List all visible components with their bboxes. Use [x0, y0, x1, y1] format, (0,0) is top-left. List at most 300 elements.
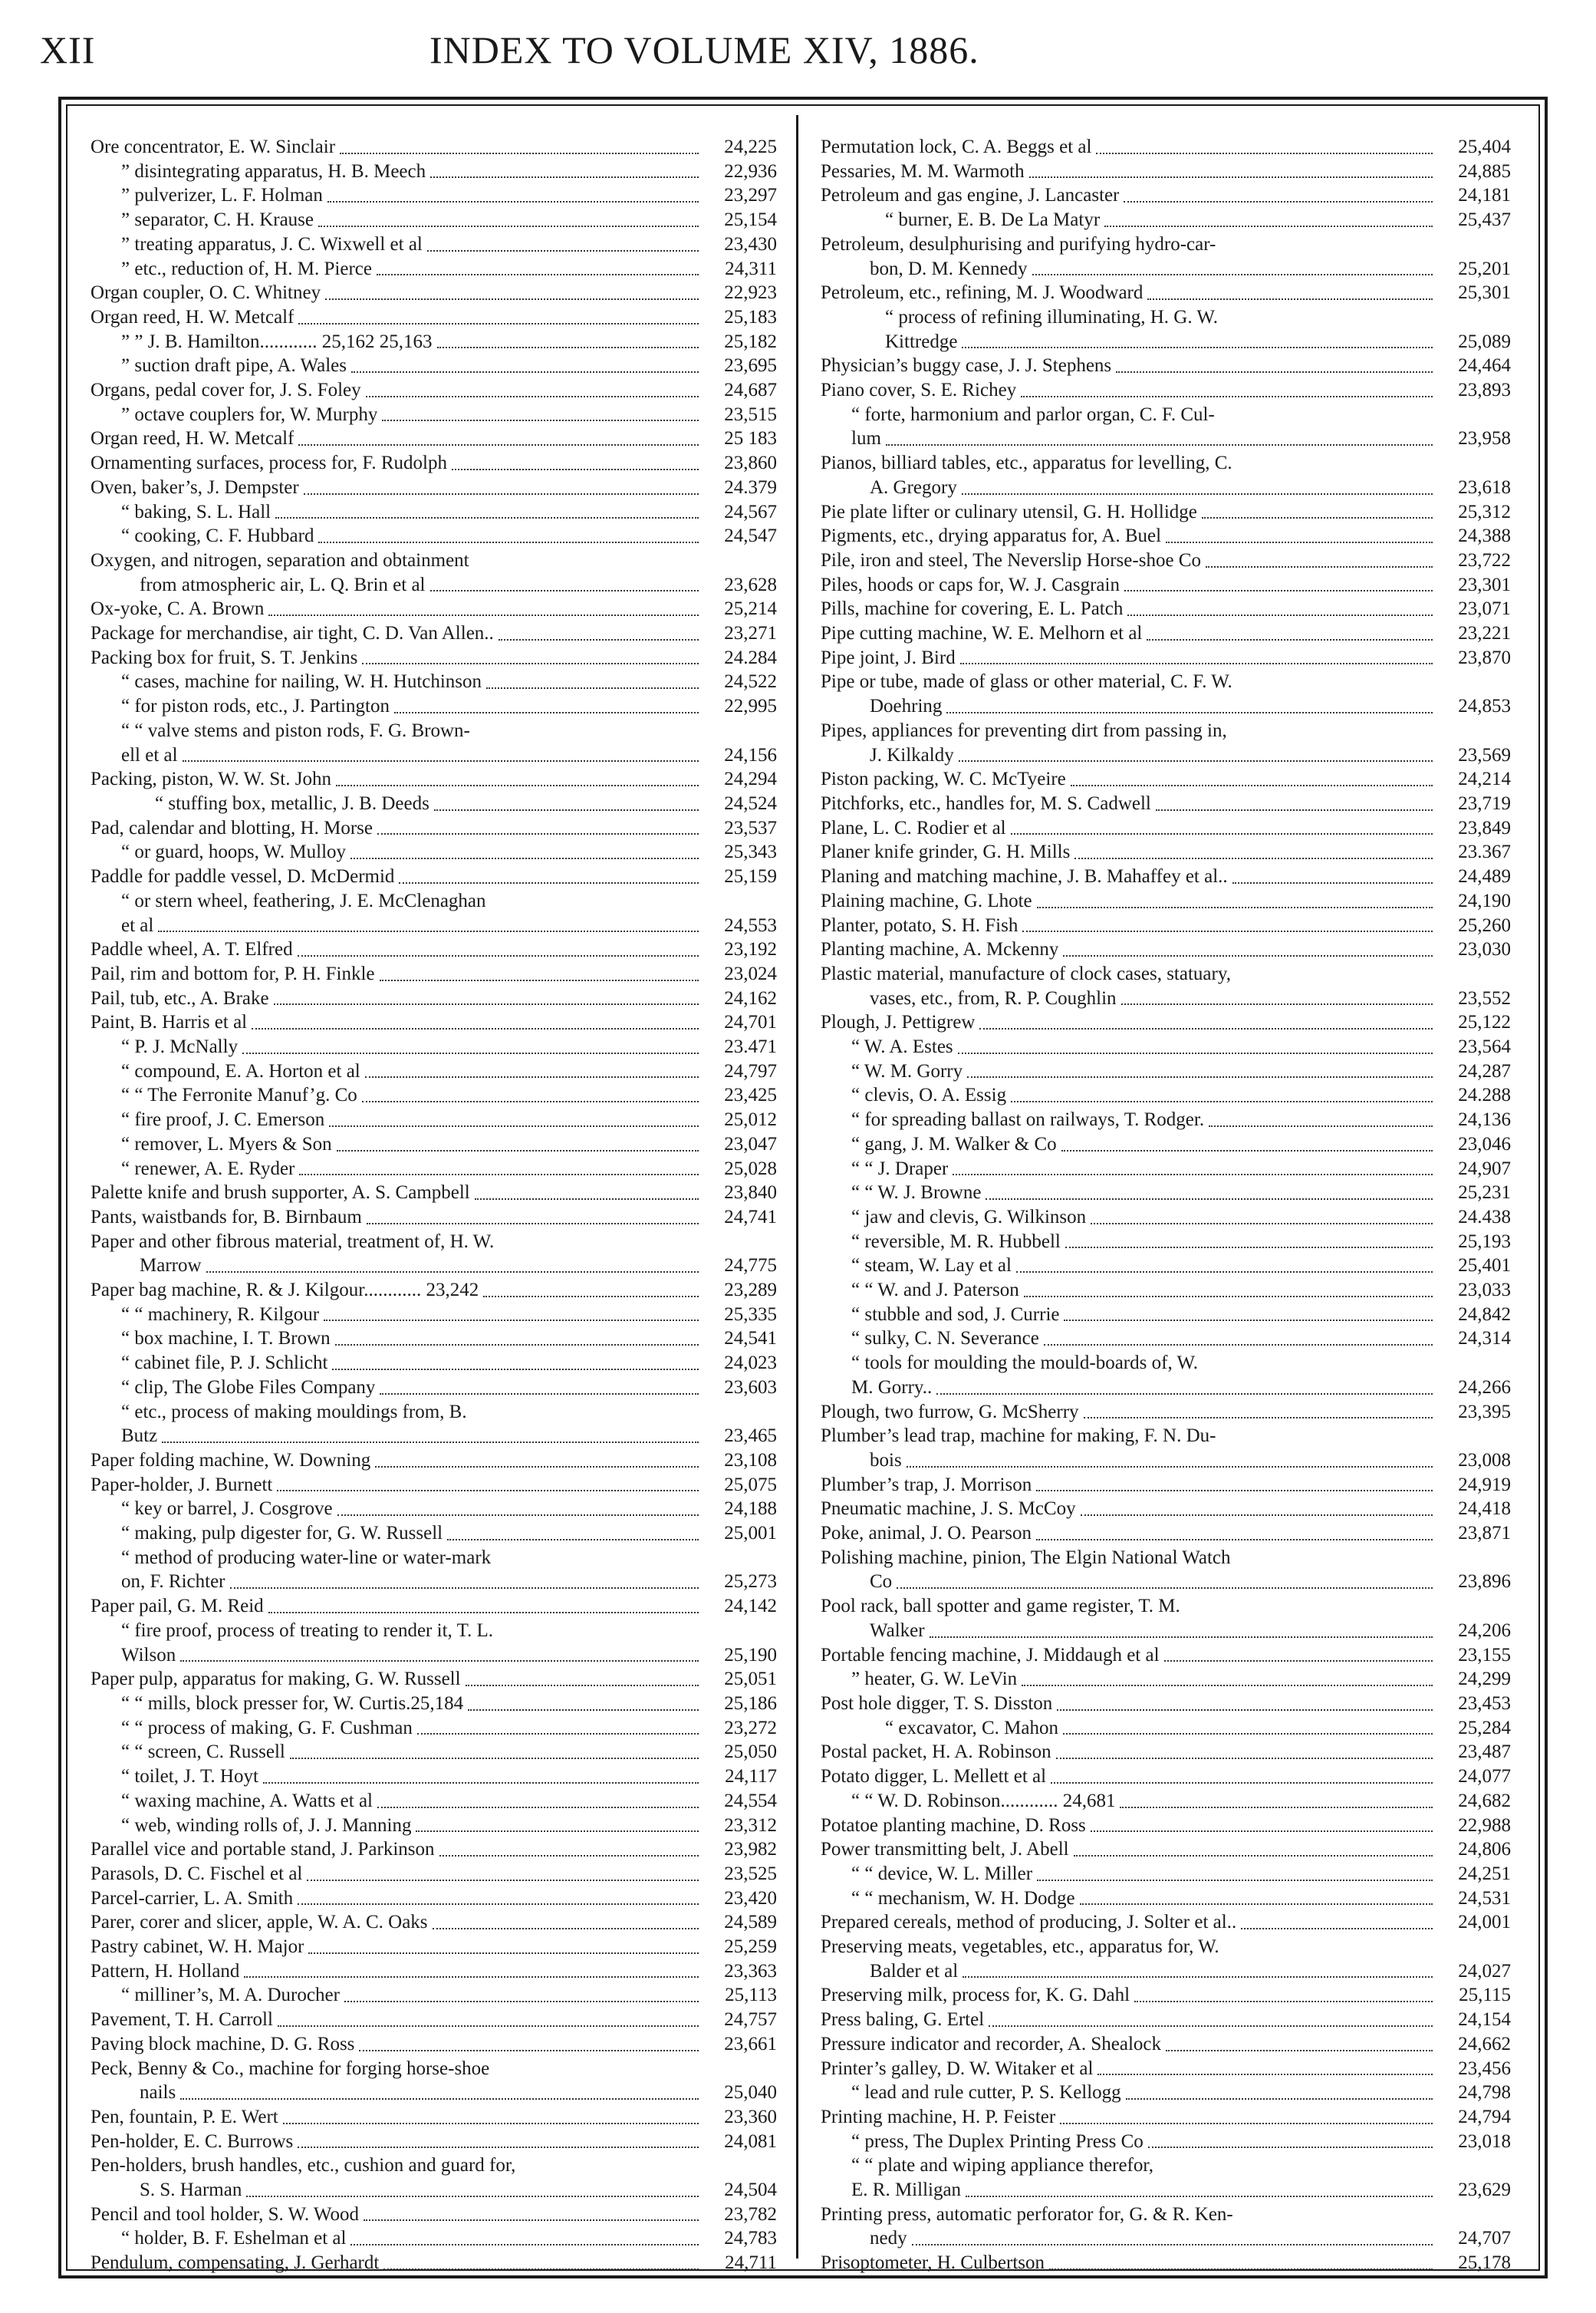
- entry-continuation: bon, D. M. Kennedy: [870, 258, 1028, 279]
- patent-number: 24,188: [724, 1498, 777, 1520]
- patent-number: 25,312: [1458, 501, 1511, 522]
- dot-leader: [329, 1125, 699, 1127]
- entry-text: Plumber’s trap, J. Morrison: [821, 1474, 1032, 1495]
- patent-number: 23,395: [1458, 1401, 1511, 1422]
- index-entry: [90, 1326, 777, 1351]
- patent-number: 25,437: [1458, 209, 1511, 231]
- entry-text: Parallel vice and portable stand, J. Parkinson: [90, 1839, 435, 1860]
- index-entry: [90, 1521, 777, 1546]
- dot-leader: [299, 1174, 699, 1175]
- entry-text: Plaining machine, G. Lhote: [821, 890, 1032, 911]
- entry-text: “ “ W. and J. Paterson: [851, 1280, 1019, 1301]
- entry-text: Paper and other fibrous material, treatment of, H. W.: [90, 1231, 495, 1252]
- entry-text: “ key or barrel, J. Cosgrove: [121, 1498, 333, 1520]
- index-entry: [821, 1157, 1511, 1181]
- index-entry: [90, 2153, 777, 2202]
- index-entry: [90, 1059, 777, 1084]
- dot-leader: [335, 1344, 699, 1346]
- index-entry: [821, 2032, 1511, 2057]
- index-entry: [821, 1010, 1511, 1035]
- dot-leader: [430, 176, 699, 178]
- entry-text: “ box machine, I. T. Brown: [121, 1328, 331, 1349]
- index-entry: [90, 305, 777, 330]
- entry-text: “ or stern wheel, feathering, J. E. McClenaghan: [121, 890, 486, 911]
- dot-leader: [886, 444, 1433, 446]
- dot-leader: [475, 1198, 699, 1200]
- patent-number: 23,840: [724, 1182, 777, 1204]
- entry-continuation: Wilson: [121, 1644, 176, 1666]
- dot-leader: [1206, 566, 1433, 568]
- patent-number: 25,028: [724, 1158, 777, 1179]
- entry-text: Poke, animal, J. O. Pearson: [821, 1523, 1032, 1544]
- entry-text: Preserving milk, process for, K. G. Dahl: [821, 1985, 1130, 2006]
- dot-leader: [1148, 2147, 1433, 2148]
- entry-continuation: Marrow: [140, 1255, 202, 1277]
- index-entry: [90, 1230, 777, 1278]
- index-entry: [821, 160, 1511, 184]
- index-entry: [90, 1814, 777, 1838]
- entry-text: Paddle wheel, A. T. Elfred: [90, 939, 293, 960]
- patent-number: 22,988: [1458, 1814, 1511, 1836]
- patent-number: 23,487: [1458, 1741, 1511, 1763]
- dot-leader: [468, 1709, 699, 1711]
- dot-leader: [1091, 1830, 1433, 1832]
- dot-leader: [1124, 201, 1433, 203]
- index-entry: [90, 2008, 777, 2032]
- patent-number: 24,662: [1458, 2033, 1511, 2054]
- index-entry: [90, 694, 777, 719]
- dot-leader: [318, 226, 699, 227]
- patent-number: 25,193: [1458, 1231, 1511, 1252]
- index-entry: [821, 1837, 1511, 1862]
- dot-leader: [1071, 785, 1433, 786]
- dot-leader: [364, 2219, 699, 2221]
- patent-number: 23,456: [1458, 2058, 1511, 2079]
- index-entry: [821, 1521, 1511, 1546]
- patent-number: 24,806: [1458, 1839, 1511, 1860]
- patent-number: 25,301: [1458, 282, 1511, 304]
- index-entry: [90, 208, 777, 232]
- entry-text: Piston packing, W. C. McTyeire: [821, 769, 1066, 790]
- index-entry: [821, 1594, 1511, 1642]
- dot-leader: [1056, 1758, 1433, 1759]
- entry-text: Paper-holder, J. Burnett: [90, 1474, 273, 1495]
- index-entry: [90, 2105, 777, 2130]
- index-entry: [90, 1886, 777, 1911]
- index-entry: [821, 1935, 1511, 1983]
- patent-number: 23,870: [1458, 647, 1511, 668]
- entry-text: “ method of producing water-line or water-mark: [121, 1547, 492, 1568]
- dot-leader: [1029, 176, 1433, 178]
- patent-number: 24,489: [1458, 866, 1511, 888]
- dot-leader: [1121, 1003, 1433, 1005]
- entry-text: “ gang, J. M. Walker & Co: [851, 1133, 1057, 1155]
- dot-leader: [1232, 882, 1433, 884]
- index-entry: [90, 403, 777, 427]
- index-entry: [90, 2130, 777, 2154]
- entry-text: “ clip, The Globe Files Company: [121, 1376, 376, 1398]
- index-entry: [821, 1886, 1511, 1911]
- entry-continuation: Balder et al: [870, 1960, 959, 1982]
- patent-number: 24,522: [724, 671, 777, 693]
- entry-text: Ornamenting surfaces, process for, F. Rudolph: [90, 453, 447, 474]
- dot-leader: [298, 2147, 699, 2148]
- dot-leader: [1241, 1928, 1433, 1929]
- index-entry: [90, 2226, 777, 2251]
- patent-number: 24,117: [725, 1766, 777, 1787]
- entry-text: Pail, tub, etc., A. Brake: [90, 987, 269, 1009]
- entry-text: “ baking, S. L. Hall: [121, 501, 271, 522]
- dot-leader: [1037, 907, 1433, 908]
- entry-text: Oxygen, and nitrogen, separation and obtainment: [90, 549, 469, 571]
- patent-number: 25,259: [724, 1936, 777, 1958]
- patent-number: 24,842: [1458, 1303, 1511, 1325]
- entry-text: “ holder, B. F. Eshelman et al: [121, 2228, 347, 2249]
- dot-leader: [433, 1928, 699, 1929]
- index-entry: [821, 1546, 1511, 1594]
- entry-text: Printing machine, H. P. Feister: [821, 2106, 1056, 2127]
- patent-number: 23,272: [724, 1717, 777, 1738]
- entry-text: Paddle for paddle vessel, D. McDermid: [90, 866, 395, 888]
- patent-number: 23,312: [724, 1814, 777, 1836]
- patent-number: 24,687: [724, 380, 777, 401]
- dot-leader: [1147, 298, 1433, 300]
- dot-leader: [304, 493, 699, 495]
- dot-leader: [274, 1003, 699, 1005]
- patent-number: 23,033: [1458, 1280, 1511, 1301]
- index-entry: [90, 621, 777, 646]
- patent-number: 23,525: [724, 1863, 777, 1884]
- index-entry: [821, 1400, 1511, 1425]
- dot-leader: [1061, 1150, 1433, 1152]
- dot-leader: [1097, 2074, 1433, 2075]
- patent-number: 25,051: [724, 1669, 777, 1690]
- dot-leader: [318, 542, 699, 543]
- patent-number: 24,701: [724, 1012, 777, 1033]
- entry-continuation: Walker: [870, 1619, 925, 1641]
- entry-text: “ “ mills, block presser for, W. Curtis.25,184: [121, 1693, 464, 1714]
- index-entry: [90, 281, 777, 305]
- dot-leader: [344, 2001, 699, 2002]
- entry-text: “ compound, E. A. Horton et al: [121, 1060, 360, 1082]
- index-entry: [821, 597, 1511, 621]
- entry-continuation: nedy: [870, 2228, 907, 2249]
- entry-text: Polishing machine, pinion, The Elgin National Watch: [821, 1547, 1231, 1568]
- patent-number: 25,273: [724, 1571, 777, 1593]
- dot-leader: [1164, 1660, 1433, 1662]
- dot-leader: [158, 931, 699, 932]
- index-entry: [90, 719, 777, 767]
- dot-leader: [452, 469, 699, 470]
- patent-number: 24,547: [724, 526, 777, 547]
- index-entry: [90, 2032, 777, 2057]
- index-entry: [90, 1473, 777, 1498]
- index-entry: [821, 792, 1511, 816]
- dot-leader: [252, 1028, 699, 1030]
- entry-text: Pipe cutting machine, W. E. Melhorn et al: [821, 623, 1143, 644]
- index-entry: [821, 889, 1511, 914]
- entry-text: Physician’s buggy case, J. J. Stephens: [821, 355, 1112, 377]
- dot-leader: [350, 2244, 699, 2245]
- patent-number: 24,081: [724, 2130, 777, 2152]
- entry-text: Pencil and tool holder, S. W. Wood: [90, 2203, 359, 2225]
- index-entry: [821, 451, 1511, 499]
- index-entry: [90, 1837, 777, 1862]
- entry-text: “ forte, harmonium and parlor organ, C. F. Cul-: [851, 404, 1215, 425]
- patent-number: 24,314: [1458, 1328, 1511, 1349]
- entry-text: Preserving meats, vegetables, etc., apparatus for, W.: [821, 1936, 1219, 1958]
- dot-leader: [1021, 396, 1433, 397]
- dot-leader: [351, 371, 699, 373]
- index-entry: [821, 1983, 1511, 2008]
- patent-number: 25,214: [724, 598, 777, 620]
- index-entry: [821, 1497, 1511, 1521]
- entry-text: Postal packet, H. A. Robinson: [821, 1741, 1051, 1763]
- patent-number: 23,782: [724, 2203, 777, 2225]
- entry-text: ” ” J. B. Hamilton............ 25,162 25,163: [121, 331, 433, 352]
- index-entry: [821, 1326, 1511, 1351]
- entry-text: “ fire proof, J. C. Emerson: [121, 1109, 325, 1131]
- patent-number: 24.438: [1458, 1206, 1511, 1227]
- entry-text: “ tools for moulding the mould-boards of, W.: [851, 1353, 1199, 1374]
- dot-leader: [298, 1903, 699, 1905]
- index-entry: [90, 1108, 777, 1132]
- index-entry: [821, 500, 1511, 525]
- patent-number: 23,849: [1458, 817, 1511, 839]
- dot-leader: [1080, 1903, 1433, 1905]
- entry-text: “ toilet, J. T. Hoyt: [121, 1766, 258, 1787]
- dot-leader: [277, 1490, 699, 1491]
- entry-continuation: J. Kilkaldy: [870, 744, 954, 766]
- entry-continuation: ell et al: [121, 744, 178, 766]
- index-entry: [90, 1497, 777, 1521]
- entry-text: Organ reed, H. W. Metcalf: [90, 306, 295, 328]
- entry-text: Organ coupler, O. C. Whitney: [90, 282, 321, 304]
- patent-number: 23,893: [1458, 380, 1511, 401]
- index-entry: [90, 1278, 777, 1303]
- patent-number: 24,287: [1458, 1060, 1511, 1082]
- patent-number: 24,181: [1458, 185, 1511, 206]
- index-entry: [821, 183, 1511, 208]
- index-entry: [90, 1132, 777, 1157]
- patent-number: 24,553: [724, 914, 777, 936]
- index-entry: [90, 330, 777, 354]
- index-entry: [90, 646, 777, 671]
- index-entry: [90, 1935, 777, 1959]
- dot-leader: [1051, 1782, 1433, 1784]
- dot-leader: [325, 298, 699, 300]
- patent-number: 25 183: [724, 428, 777, 450]
- entry-text: Pie plate lifter or culinary utensil, G. H. Hollidge: [821, 501, 1197, 522]
- index-entry: [821, 1667, 1511, 1692]
- dot-leader: [162, 1442, 699, 1443]
- dot-leader: [1011, 1101, 1433, 1102]
- entry-text: Pile, iron and steel, The Neverslip Horse-shoe Co: [821, 549, 1201, 571]
- entry-text: Pipe joint, J. Bird: [821, 647, 956, 668]
- patent-number: 23,958: [1458, 428, 1511, 450]
- index-column-right: [821, 135, 1511, 2275]
- dot-leader: [434, 809, 699, 811]
- patent-number: 23,896: [1458, 1571, 1511, 1593]
- dot-leader: [447, 1539, 699, 1540]
- index-entry: [821, 573, 1511, 598]
- index-entry: [90, 1010, 777, 1035]
- entry-text: Permutation lock, C. A. Beggs et al: [821, 137, 1092, 157]
- entry-text: Paint, B. Harris et al: [90, 1012, 248, 1033]
- entry-text: “ “ plate and wiping appliance therefor,: [851, 2155, 1153, 2176]
- dot-leader: [268, 614, 699, 616]
- index-column-left: [90, 135, 777, 2275]
- patent-number: 23,420: [724, 1887, 777, 1909]
- index-entry: [90, 1035, 777, 1059]
- dot-leader: [1057, 1709, 1433, 1711]
- index-entry: [821, 767, 1511, 792]
- entry-text: Pen-holders, brush handles, etc., cushion and guard for,: [90, 2155, 516, 2176]
- dot-leader: [1022, 1685, 1433, 1686]
- entry-text: Plough, J. Pettigrew: [821, 1012, 976, 1033]
- index-entry: [821, 1035, 1511, 1059]
- entry-continuation: et al: [121, 914, 154, 936]
- dot-leader: [324, 1320, 699, 1321]
- entry-text: ” heater, G. W. LeVin: [851, 1669, 1018, 1690]
- dot-leader: [1096, 153, 1433, 154]
- index-entry: [821, 305, 1511, 354]
- index-entry: [821, 646, 1511, 671]
- entry-continuation: nails: [140, 2082, 176, 2104]
- patent-number: 25,159: [724, 866, 777, 888]
- index-entry: [821, 816, 1511, 841]
- index-entry: [821, 549, 1511, 573]
- index-entry: [90, 1181, 777, 1205]
- patent-number: 23,719: [1458, 792, 1511, 814]
- entry-text: Packing box for fruit, S. T. Jenkins: [90, 647, 358, 668]
- dot-leader: [439, 1855, 699, 1857]
- patent-number: 25,154: [724, 209, 777, 231]
- index-entry: [821, 1059, 1511, 1084]
- index-entry: [90, 451, 777, 476]
- entry-text: Pessaries, M. M. Warmoth: [821, 160, 1025, 182]
- entry-text: Post hole digger, T. S. Disston: [821, 1693, 1053, 1714]
- entry-text: Petroleum and gas engine, J. Lancaster: [821, 185, 1120, 206]
- patent-number: 24,919: [1458, 1474, 1511, 1495]
- index-entry: [90, 2251, 777, 2275]
- entry-text: Pastry cabinet, W. H. Major: [90, 1936, 304, 1958]
- dot-leader: [1016, 1271, 1433, 1273]
- index-entry: [821, 621, 1511, 646]
- index-entry: [90, 1692, 777, 1716]
- dot-leader: [340, 153, 699, 154]
- index-entry: [90, 1740, 777, 1764]
- patent-number: 24,541: [724, 1328, 777, 1349]
- patent-number: 23,982: [724, 1839, 777, 1860]
- entry-text: Portable fencing machine, J. Middaugh et al: [821, 1644, 1160, 1666]
- index-entry: [90, 1716, 777, 1741]
- entry-text: “ cases, machine for nailing, W. H. Hutchinson: [121, 671, 482, 693]
- entry-text: “ burner, E. B. De La Matyr: [885, 209, 1101, 231]
- index-entry: [90, 889, 777, 937]
- entry-text: “ press, The Duplex Printing Press Co: [851, 2130, 1144, 2152]
- entry-text: “ cabinet file, P. J. Schlicht: [121, 1353, 328, 1374]
- entry-continuation: Doehring: [870, 696, 943, 717]
- entry-continuation: A. Gregory: [870, 476, 957, 498]
- dot-leader: [1084, 1417, 1433, 1418]
- patent-number: 24,266: [1458, 1376, 1511, 1398]
- index-entry: [821, 403, 1511, 451]
- patent-number: 22,923: [724, 282, 777, 304]
- patent-number: 24,531: [1458, 1887, 1511, 1909]
- index-entry: [90, 549, 777, 597]
- entry-text: “ web, winding rolls of, J. J. Manning: [121, 1814, 412, 1836]
- entry-text: “ “ W. J. Browne: [851, 1182, 982, 1204]
- patent-number: 25,284: [1458, 1717, 1511, 1738]
- entry-text: Pressure indicator and recorder, A. Shealock: [821, 2033, 1161, 2054]
- entry-text: ” treating apparatus, J. C. Wixwell et al: [121, 233, 423, 255]
- entry-text: Plough, two furrow, G. McSherry: [821, 1401, 1079, 1422]
- dot-leader: [359, 2050, 699, 2051]
- index-entry: [90, 1910, 777, 1935]
- index-entry: [821, 1351, 1511, 1399]
- patent-number: 24,783: [724, 2228, 777, 2249]
- patent-number: 24,027: [1458, 1960, 1511, 1982]
- dot-leader: [427, 250, 699, 252]
- patent-number: 23,695: [724, 355, 777, 377]
- patent-number: 23,603: [724, 1376, 777, 1398]
- index-entry: [90, 987, 777, 1011]
- patent-number: 25,115: [1459, 1985, 1511, 2006]
- patent-number: 24,524: [724, 792, 777, 814]
- entry-text: “ excavator, C. Mahon: [885, 1717, 1059, 1738]
- patent-number: 23,425: [724, 1085, 777, 1106]
- entry-continuation: on, F. Richter: [121, 1571, 225, 1593]
- patent-number: 23,628: [724, 574, 777, 595]
- entry-text: Planter, potato, S. H. Fish: [821, 914, 1018, 936]
- entry-text: Potato digger, L. Mellett et al: [821, 1766, 1047, 1787]
- index-entry: [90, 767, 777, 792]
- dot-leader: [1166, 2050, 1433, 2051]
- entry-continuation: Co: [870, 1571, 893, 1593]
- index-entry: [90, 1303, 777, 1327]
- index-entry: [90, 1764, 777, 1789]
- patent-number: 23,008: [1458, 1449, 1511, 1471]
- index-entry: [90, 840, 777, 865]
- entry-continuation: lum: [851, 428, 881, 450]
- index-entry: [90, 135, 777, 160]
- patent-number: 25,190: [724, 1644, 777, 1666]
- entry-text: “ jaw and clevis, G. Wilkinson: [851, 1206, 1087, 1227]
- dot-leader: [958, 1053, 1433, 1054]
- index-entry: [821, 232, 1511, 281]
- entry-text: ” etc., reduction of, H. M. Pierce: [121, 258, 372, 279]
- dot-leader: [1024, 1296, 1433, 1297]
- dot-leader: [486, 687, 699, 689]
- dot-leader: [989, 2025, 1433, 2027]
- index-entry: [821, 937, 1511, 962]
- index-entry: [90, 1789, 777, 1814]
- dot-leader: [298, 444, 699, 446]
- entry-continuation: bois: [870, 1449, 902, 1471]
- index-entry: [821, 914, 1511, 938]
- dot-leader: [912, 2244, 1433, 2245]
- patent-number: 24,299: [1458, 1669, 1511, 1690]
- dot-leader: [242, 1053, 699, 1054]
- entry-continuation: Kittredge: [885, 331, 958, 352]
- entry-text: “ stuffing box, metallic, J. B. Deeds: [155, 792, 429, 814]
- patent-number: 23.367: [1458, 842, 1511, 863]
- dot-leader: [263, 1782, 699, 1784]
- entry-text: Plumber’s lead trap, machine for making, F. N. Du-: [821, 1425, 1216, 1447]
- patent-number: 25,183: [724, 306, 777, 328]
- index-entry: [821, 1108, 1511, 1132]
